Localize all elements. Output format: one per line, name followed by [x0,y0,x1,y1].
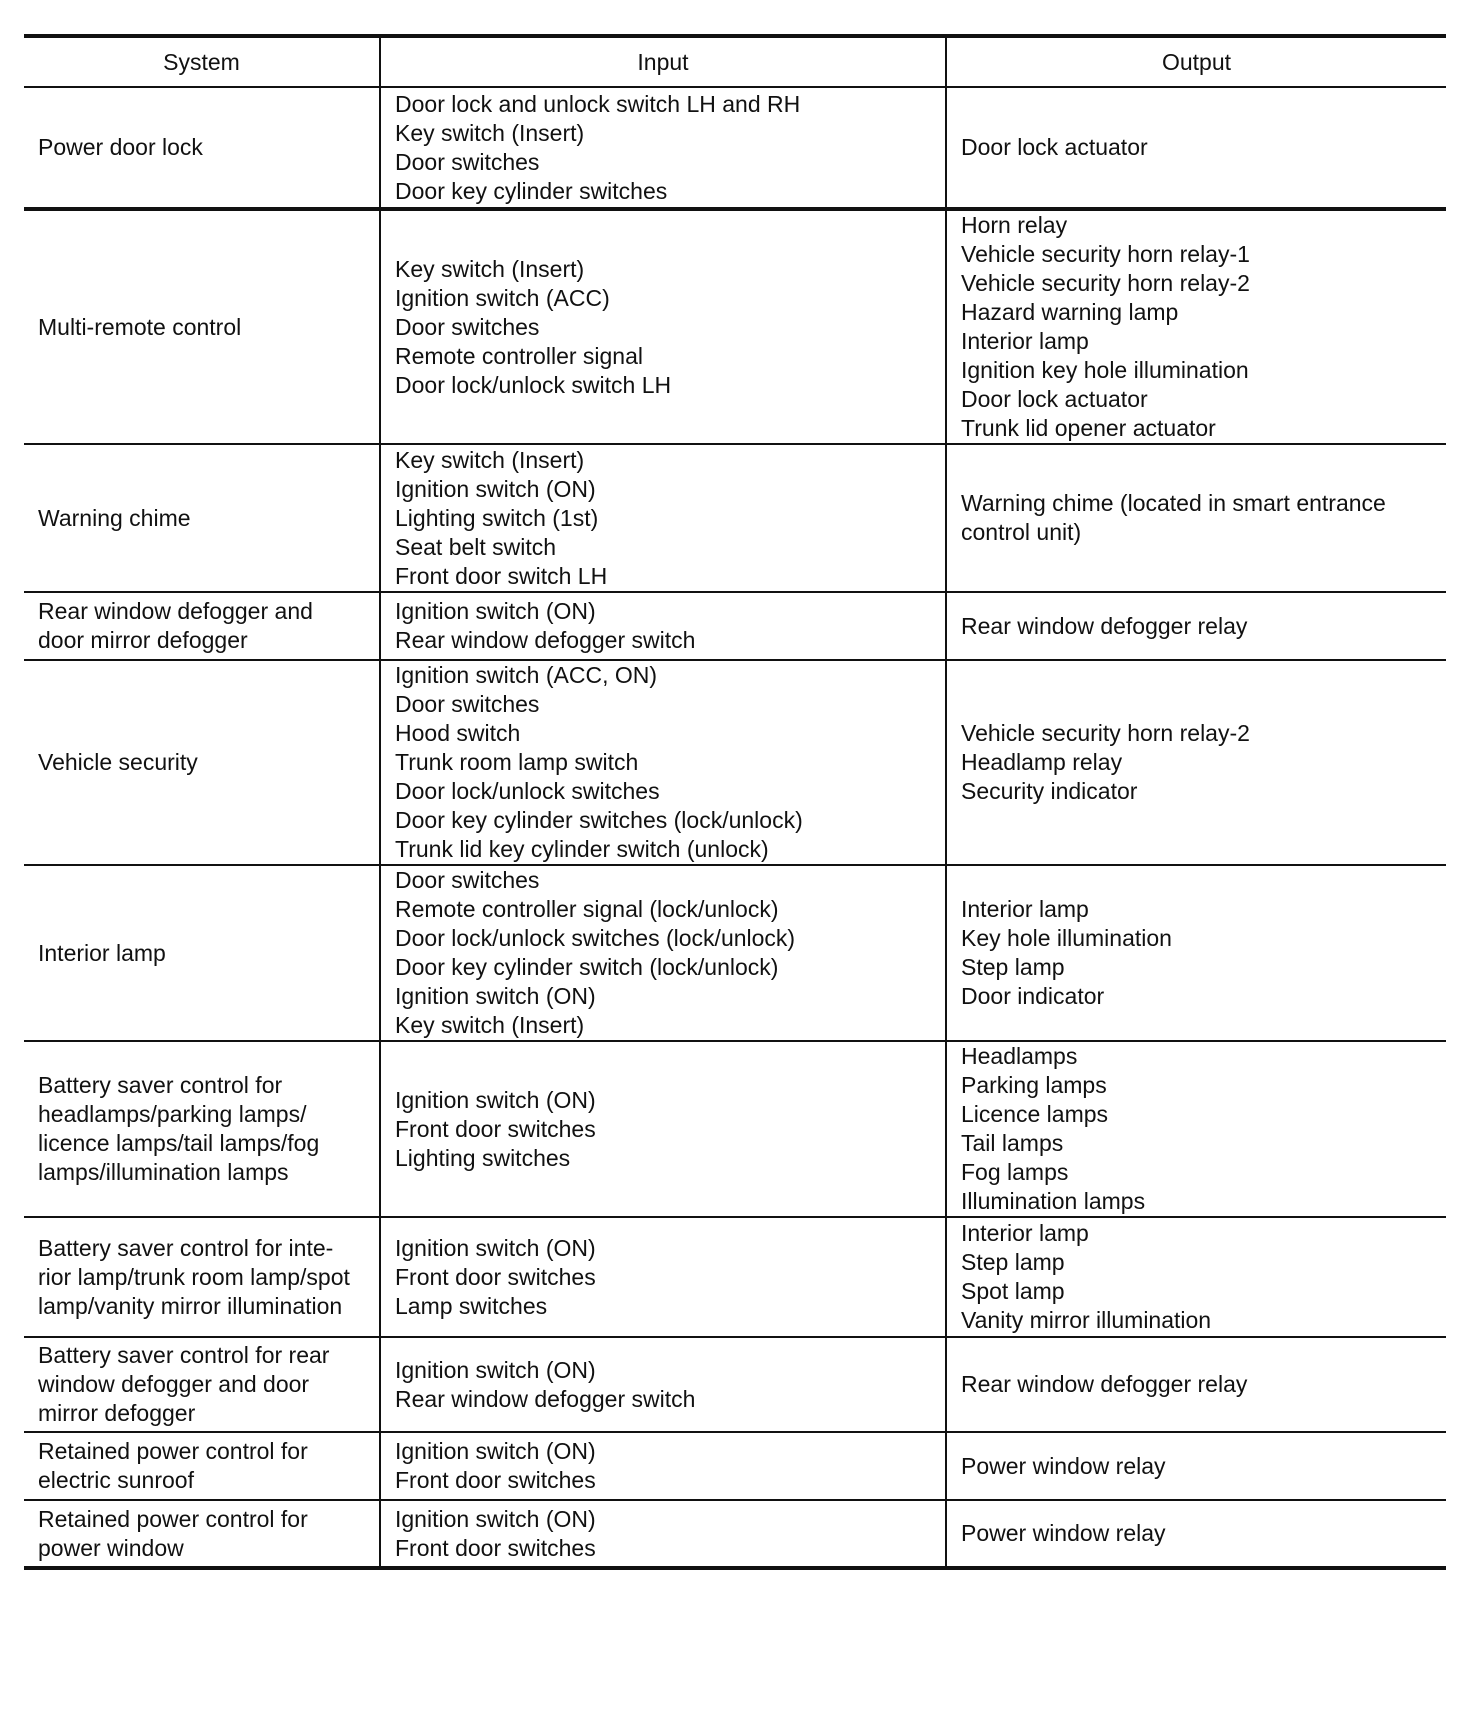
input-line: Lighting switches [395,1144,571,1171]
table-row [24,865,1446,1041]
table-row [24,444,1446,592]
table-row [24,1500,1446,1568]
input-cell [380,87,946,209]
system-lines [38,1234,369,1321]
output-cell [946,1217,1446,1337]
input-lines [395,661,935,864]
input-cell [380,1337,946,1432]
header-input: Input [380,36,946,87]
system-line: Warning chime [38,504,191,531]
table-row [24,1041,1446,1217]
output-line: Vehicle security horn relay-2 [961,720,1250,746]
input-cell [380,1217,946,1337]
input-cell [380,209,946,444]
input-line: Lighting switch (1st) [395,504,599,531]
output-lines [961,1042,1436,1216]
output-lines [961,211,1436,443]
output-line: Step lamp [961,954,1065,980]
output-line: Headlamp relay [961,749,1123,775]
output-line: Interior lamp [961,896,1089,922]
system-lines [38,313,369,342]
system-line: window defogger and door [38,1371,310,1397]
input-cell [380,444,946,592]
output-line: Spot lamp [961,1278,1065,1304]
input-line: Front door switches [395,1467,596,1493]
system-lines [38,504,369,533]
output-line: Parking lamps [961,1072,1107,1098]
system-cell [24,444,380,592]
input-line: Door key cylinder switches [395,177,668,204]
output-line: Warning chime (located in smart entrance [961,490,1386,516]
system-cell [24,592,380,660]
output-lines [961,895,1436,1011]
input-line: Door key cylinder switch (lock/unlock) [395,954,779,980]
output-cell [946,1337,1446,1432]
input-line: Remote controller signal (lock/unlock) [395,896,779,922]
input-lines [395,1234,935,1321]
input-line: Ignition switch (ON) [395,983,596,1009]
output-line: Ignition key hole illumination [961,357,1249,383]
output-cell [946,865,1446,1041]
output-line: Licence lamps [961,1101,1109,1127]
input-line: Door lock/unlock switches [395,778,660,804]
output-line: Door lock actuator [961,386,1148,412]
system-cell [24,1432,380,1500]
system-lines [38,597,369,655]
output-line: Power window relay [961,1452,1166,1479]
input-line: Key switch (Insert) [395,119,585,146]
output-line: Power window relay [961,1520,1166,1546]
input-lines [395,90,935,206]
input-line: Door switches [395,313,540,340]
output-line: Interior lamp [961,328,1089,354]
input-cell [380,1432,946,1500]
system-cell [24,1041,380,1217]
output-line: Vehicle security horn relay-1 [961,241,1250,267]
system-lines [38,1437,369,1495]
input-line: Ignition switch (ON) [395,1086,596,1113]
system-line: Battery saver control for rear [38,1342,330,1368]
input-line: Front door switch LH [395,562,608,589]
input-line: Front door switches [395,1115,596,1142]
system-cell [24,1217,380,1337]
output-cell [946,592,1446,660]
system-line: Rear window defogger and [38,598,313,624]
system-cell [24,865,380,1041]
system-cell [24,209,380,444]
system-line: Battery saver control for [38,1072,283,1098]
input-lines [395,866,935,1040]
input-line: Door lock and unlock switch LH and RH [395,90,801,117]
input-lines [395,1437,935,1495]
input-line: Key switch (Insert) [395,255,585,282]
output-lines [961,719,1436,806]
output-line: Door indicator [961,983,1105,1009]
input-line: Door switches [395,867,540,893]
header-system: System [24,36,380,87]
system-cell [24,1500,380,1568]
table-body [24,87,1446,1568]
output-cell [946,1041,1446,1217]
input-lines [395,255,935,400]
output-line: Key hole illumination [961,925,1172,951]
input-lines [395,597,935,655]
system-line: headlamps/parking lamps/ [38,1101,307,1127]
system-lines [38,1505,369,1563]
output-lines [961,1452,1436,1481]
output-cell [946,1432,1446,1500]
input-line: Rear window defogger switch [395,1385,696,1412]
output-line: Rear window defogger relay [961,612,1248,639]
input-cell [380,592,946,660]
output-cell [946,87,1446,209]
table-row [24,209,1446,444]
system-lines [38,1341,369,1428]
table-row [24,1337,1446,1432]
system-line: door mirror defogger [38,627,248,653]
output-lines [961,489,1436,547]
output-line: Rear window defogger relay [961,1371,1248,1397]
output-line: Illumination lamps [961,1188,1146,1214]
output-line: Tail lamps [961,1130,1064,1156]
input-line: Key switch (Insert) [395,446,585,473]
system-line: electric sunroof [38,1467,194,1493]
input-lines [395,1505,935,1563]
system-line: Retained power control for [38,1438,308,1464]
system-line: mirror defogger [38,1400,196,1426]
input-line: Ignition switch (ON) [395,1438,596,1464]
system-line: Battery saver control for inte- [38,1234,334,1261]
input-cell [380,1041,946,1217]
table-row [24,660,1446,865]
system-lines [38,133,369,162]
system-cell [24,1337,380,1432]
input-lines [395,1086,935,1173]
table-header [24,36,1446,87]
input-cell [380,865,946,1041]
output-lines [961,1370,1436,1399]
system-lines [38,939,369,968]
input-line: Ignition switch (ON) [395,598,596,624]
input-line: Door switches [395,691,540,717]
output-line: Step lamp [961,1249,1065,1275]
table-row [24,87,1446,209]
input-line: Door lock/unlock switch LH [395,371,672,398]
output-line: Headlamps [961,1043,1078,1069]
input-line: Ignition switch (ACC) [395,284,610,311]
system-line: Power door lock [38,134,203,160]
input-line: Remote controller signal [395,342,644,369]
system-io-table [24,34,1446,1570]
input-line: Ignition switch (ON) [395,475,596,502]
input-line: Trunk lid key cylinder switch (unlock) [395,836,769,862]
input-line: Front door switches [395,1534,596,1561]
output-line: Fog lamps [961,1159,1069,1185]
system-line: licence lamps/tail lamps/fog [38,1130,320,1156]
system-line: power window [38,1534,184,1561]
input-line: Ignition switch (ON) [395,1234,596,1261]
table-row [24,1432,1446,1500]
input-lines [395,1356,935,1414]
output-line: control unit) [961,519,1082,545]
input-line: Seat belt switch [395,533,557,560]
system-line: lamps/illumination lamps [38,1159,289,1185]
output-cell [946,444,1446,592]
system-line: lamp/vanity mirror illumination [38,1292,343,1319]
input-line: Ignition switch (ON) [395,1356,596,1383]
input-line: Door lock/unlock switches (lock/unlock) [395,925,796,951]
system-lines [38,1071,369,1187]
input-line: Hood switch [395,720,521,746]
input-line: Front door switches [395,1263,596,1290]
system-cell [24,87,380,209]
output-line: Vanity mirror illumination [961,1307,1212,1333]
output-lines [961,612,1436,641]
input-line: Trunk room lamp switch [395,749,639,775]
input-line: Rear window defogger switch [395,627,696,653]
input-line: Ignition switch (ON) [395,1505,596,1532]
system-lines [38,748,369,777]
output-line: Hazard warning lamp [961,299,1179,325]
input-line: Lamp switches [395,1292,548,1319]
system-line: Vehicle security [38,749,198,775]
document-page [24,34,1446,1570]
output-cell [946,1500,1446,1568]
output-line: Interior lamp [961,1220,1089,1246]
output-cell [946,660,1446,865]
input-line: Key switch (Insert) [395,1012,585,1038]
system-cell [24,660,380,865]
system-line: rior lamp/trunk room lamp/spot [38,1263,350,1290]
output-cell [946,209,1446,444]
table-row [24,1217,1446,1337]
input-cell [380,1500,946,1568]
system-line: Multi-remote control [38,313,242,340]
input-lines [395,446,935,591]
output-lines [961,133,1436,162]
system-line: Retained power control for [38,1505,308,1532]
table-row [24,592,1446,660]
input-line: Door switches [395,148,540,175]
output-line: Vehicle security horn relay-2 [961,270,1250,296]
input-cell [380,660,946,865]
output-lines [961,1519,1436,1548]
output-lines [961,1219,1436,1335]
output-line: Door lock actuator [961,134,1148,160]
header-output: Output [946,36,1446,87]
system-line: Interior lamp [38,939,166,966]
input-line: Door key cylinder switches (lock/unlock) [395,807,803,833]
header-row [24,36,1446,87]
input-line: Ignition switch (ACC, ON) [395,662,658,688]
output-line: Horn relay [961,212,1068,238]
output-line: Security indicator [961,778,1138,804]
output-line: Trunk lid opener actuator [961,415,1216,441]
